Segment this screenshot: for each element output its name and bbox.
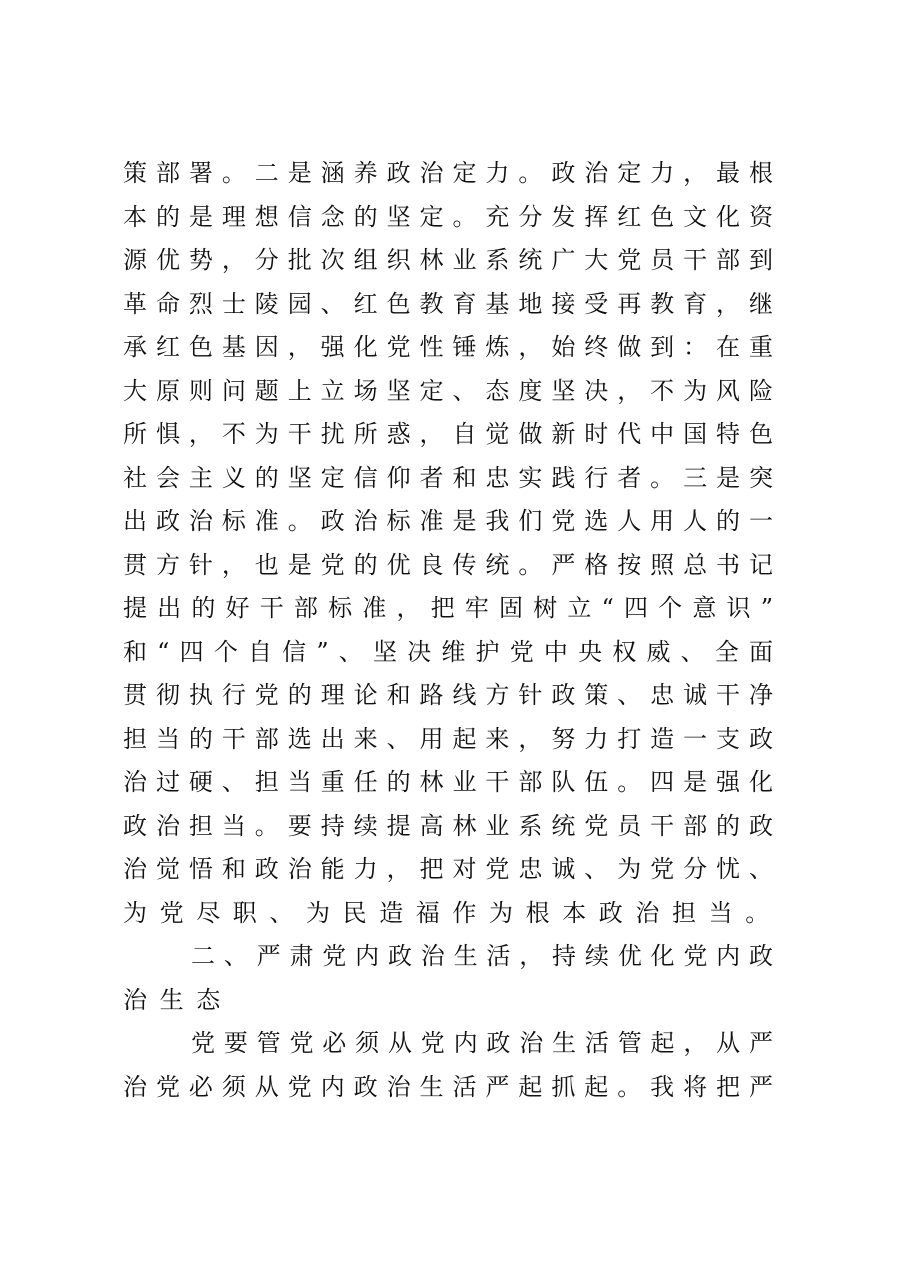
text-line: 革命烈士陵园、红色教育基地接受再教育，继 (123, 289, 773, 318)
body-text (123, 152, 782, 1109)
text-line: 源优势，分批次组织林业系统广大党员干部到 (123, 246, 773, 274)
text-line: 和“四个自信”、坚决维护党中央权威、全面 (123, 637, 773, 666)
text-line: 大原则问题上立场坚定、态度坚决，不为风险 (123, 376, 773, 405)
text-line: 担当的干部选出来、用起来，努力打造一支政 (123, 724, 773, 753)
text-line: 贯方针，也是党的优良传统。严格按照总书记 (123, 550, 773, 579)
text-line: 策部署。二是涵养政治定力。政治定力，最根 (123, 159, 773, 187)
text-line: 为党尽职、为民造福作为根本政治担当。 (123, 898, 782, 927)
section-heading-line: 二、严肃党内政治生活，持续优化党内政 (191, 942, 773, 970)
text-line: 出政治标准。政治标准是我们党选人用人的一 (123, 507, 773, 535)
text-line: 提出的好干部标准，把牢固树立“四个意识” (123, 594, 773, 622)
text-line: 本的是理想信念的坚定。充分发挥红色文化资 (123, 202, 773, 231)
text-line: 政治担当。要持续提高林业系统党员干部的政 (123, 811, 773, 840)
section-heading-line: 治生态 (123, 985, 233, 1014)
text-line: 贯彻执行党的理论和路线方针政策、忠诚干净 (123, 681, 773, 709)
text-line: 所惧，不为干扰所惑，自觉做新时代中国特色 (123, 420, 773, 448)
text-line: 治党必须从党内政治生活严起抓起。我将把严 (123, 1072, 773, 1101)
text-line: 社会主义的坚定信仰者和忠实践行者。三是突 (123, 463, 773, 492)
text-line: 承红色基因，强化党性锤炼，始终做到：在重 (123, 333, 773, 361)
text-line: 党要管党必须从党内政治生活管起，从严 (191, 1029, 773, 1057)
text-line: 治觉悟和政治能力，把对党忠诚、为党分忧、 (123, 855, 773, 883)
text-line: 治过硬、担当重任的林业干部队伍。四是强化 (123, 768, 773, 796)
